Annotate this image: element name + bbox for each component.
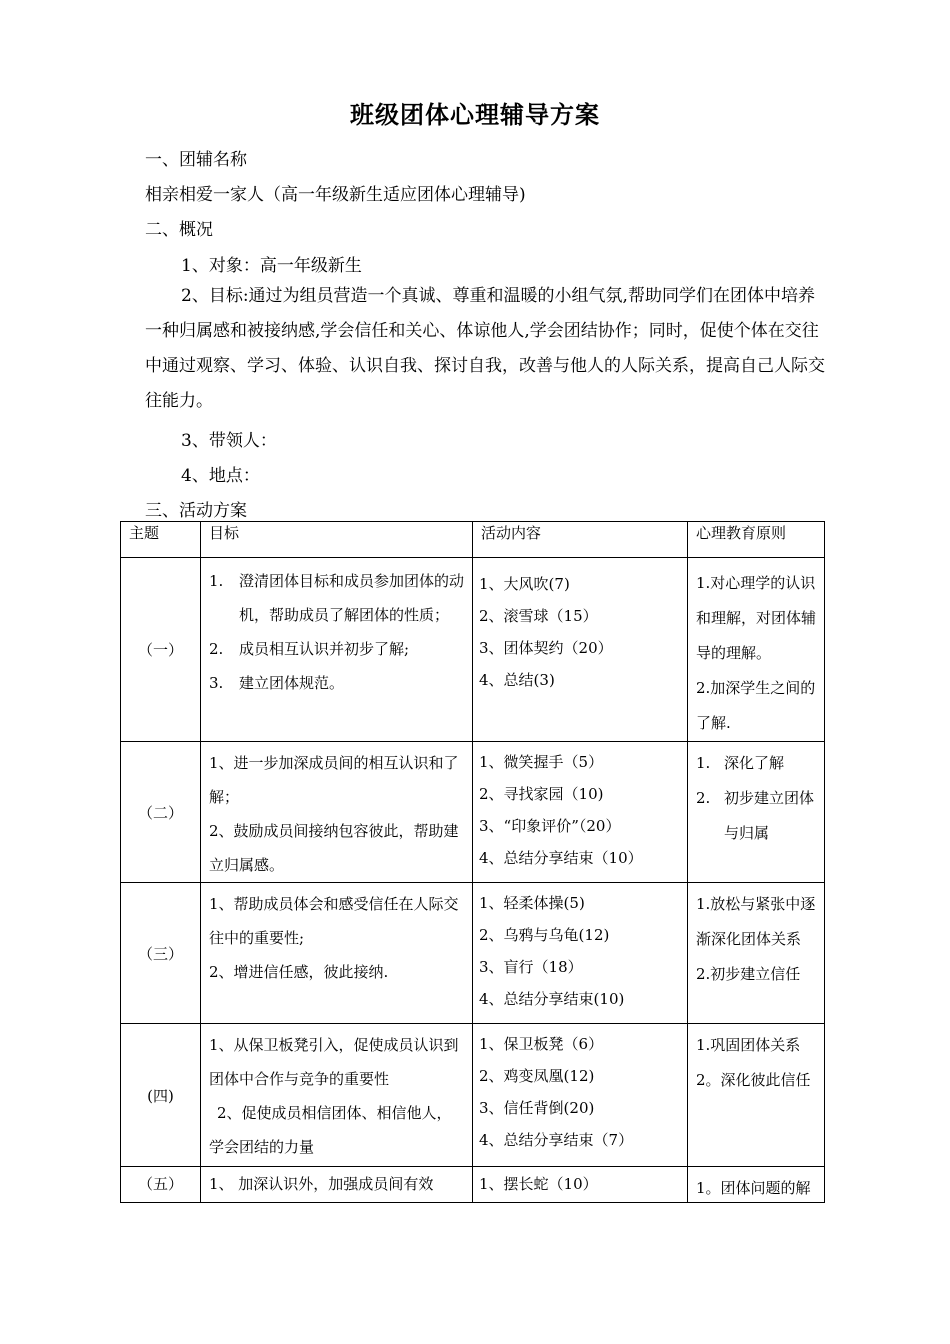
goal-item: 2、鼓励成员间接纳包容彼此，帮助建立归属感。: [209, 822, 459, 874]
row-theme: （一）: [121, 558, 201, 742]
row-principles: [688, 1167, 825, 1203]
table-row: [121, 1024, 825, 1167]
row-principles: [688, 883, 825, 1024]
goal-item: 2、促使成员相信团体、相信他人，学会团结的力量: [209, 1104, 452, 1156]
section-2-place: 4、地点：: [181, 466, 260, 486]
row-activities: [473, 883, 688, 1024]
row-theme: （二）: [121, 742, 201, 883]
activity-item: 2、寻找家园（10): [479, 785, 604, 803]
goal-item: 2、增进信任感，彼此接纳.: [209, 963, 389, 981]
principle-item: 2. 初步建立团体与归属: [696, 789, 815, 842]
activity-item: 3、团体契约（20）: [479, 639, 613, 657]
principle-item: 2.加深学生之间的了解.: [696, 679, 816, 732]
activity-item: 4、总结(3): [479, 671, 555, 689]
row-activities: [473, 742, 688, 883]
activity-item: 4、总结分享结束（7）: [479, 1131, 634, 1149]
row-goals: [201, 1024, 473, 1167]
activity-item: 1、轻柔体操(5): [479, 894, 585, 912]
activity-item: 4、总结分享结束(10): [479, 990, 625, 1008]
principle-item: 1.巩固团体关系: [696, 1036, 801, 1054]
table-header-row: [121, 522, 825, 558]
section-2-leader: 3、带领人：: [181, 431, 277, 451]
header-theme: 主题: [121, 522, 201, 558]
goal-item: 2. 成员相互认识并初步了解;: [209, 640, 410, 658]
row-theme: （五）: [121, 1167, 201, 1203]
row-activities: [473, 1167, 688, 1203]
header-activity: 活动内容: [473, 522, 688, 558]
header-principle: 心理教育原则: [688, 522, 825, 558]
principle-item: 2.初步建立信任: [696, 965, 801, 983]
goal-item: 1、帮助成员体会和感受信任在人际交往中的重要性;: [209, 895, 459, 947]
section-2-target: 1、对象：高一年级新生: [181, 256, 362, 276]
goal-item: 1、 加深认识外，加强成员间有效: [209, 1175, 434, 1193]
table-row: [121, 742, 825, 883]
principle-item: 1.对心理学的认识和理解，对团体辅导的理解。: [696, 574, 817, 662]
table-row: [121, 558, 825, 742]
principle-item: 2。深化彼此信任: [696, 1071, 811, 1089]
row-goals: [201, 1167, 473, 1203]
section-3-heading: 三、活动方案: [145, 501, 247, 521]
activity-plan-table: [120, 521, 825, 1203]
row-goals: [201, 742, 473, 883]
principle-item: 1. 深化了解: [696, 754, 785, 772]
section-2-goal-text: 2、目标:通过为组员营造一个真诚、尊重和温暖的小组气氛,帮助同学们在团体中培养一种归属感和被接纳感,学会信任和关心、体谅他人,学会团结协作；同时，促使个体在交往中通过观察、学习、体验、认识自我、探讨自我，改善与他人的人际关系，提高自己人际交往能力。: [145, 286, 825, 411]
row-goals: [201, 883, 473, 1024]
row-activities: [473, 558, 688, 742]
principle-item: 1。团体问题的解: [696, 1179, 811, 1197]
row-theme: （三）: [121, 883, 201, 1024]
row-principles: [688, 742, 825, 883]
document-title: 班级团体心理辅导方案: [350, 100, 600, 129]
row-goals: [201, 558, 473, 742]
activity-item: 3、信任背倒(20): [479, 1099, 595, 1117]
goal-item: 3. 建立团体规范。: [209, 674, 345, 692]
header-goal: 目标: [201, 522, 473, 558]
activity-item: 1、摆长蛇（10）: [479, 1175, 598, 1193]
section-1-heading: 一、团辅名称: [145, 150, 247, 170]
section-1-content: 相亲相爱一家人（高一年级新生适应团体心理辅导): [145, 185, 526, 205]
activity-item: 2、乌鸦与乌龟(12): [479, 926, 610, 944]
goal-item: 1、进一步加深成员间的相互认识和了解；: [209, 754, 459, 806]
section-2-heading: 二、概况: [145, 220, 213, 240]
activity-item: 3、“印象评价”（20）: [479, 817, 621, 835]
activity-item: 3、盲行（18）: [479, 958, 583, 976]
row-activities: [473, 1024, 688, 1167]
row-principles: [688, 558, 825, 742]
activity-item: 1、保卫板凳（6）: [479, 1035, 604, 1053]
activity-item: 4、总结分享结束（10）: [479, 849, 643, 867]
table-row: [121, 883, 825, 1024]
activity-item: 2、鸡变凤凰(12): [479, 1067, 595, 1085]
principle-item: 1.放松与紧张中逐渐深化团体关系: [696, 895, 816, 948]
row-principles: [688, 1024, 825, 1167]
activity-item: 1、大风吹(7): [479, 575, 570, 593]
activity-item: 2、滚雪球（15）: [479, 607, 598, 625]
goal-item: 1、从保卫板凳引入，促使成员认识到团体中合作与竞争的重要性: [209, 1036, 459, 1088]
activity-item: 1、微笑握手（5）: [479, 753, 604, 771]
row-theme: (四): [121, 1024, 201, 1167]
section-2-goal: [145, 279, 825, 419]
goal-item: 1. 澄清团体目标和成员参加团体的动机，帮助成员了解团体的性质；: [209, 572, 465, 624]
table-row: [121, 1167, 825, 1203]
